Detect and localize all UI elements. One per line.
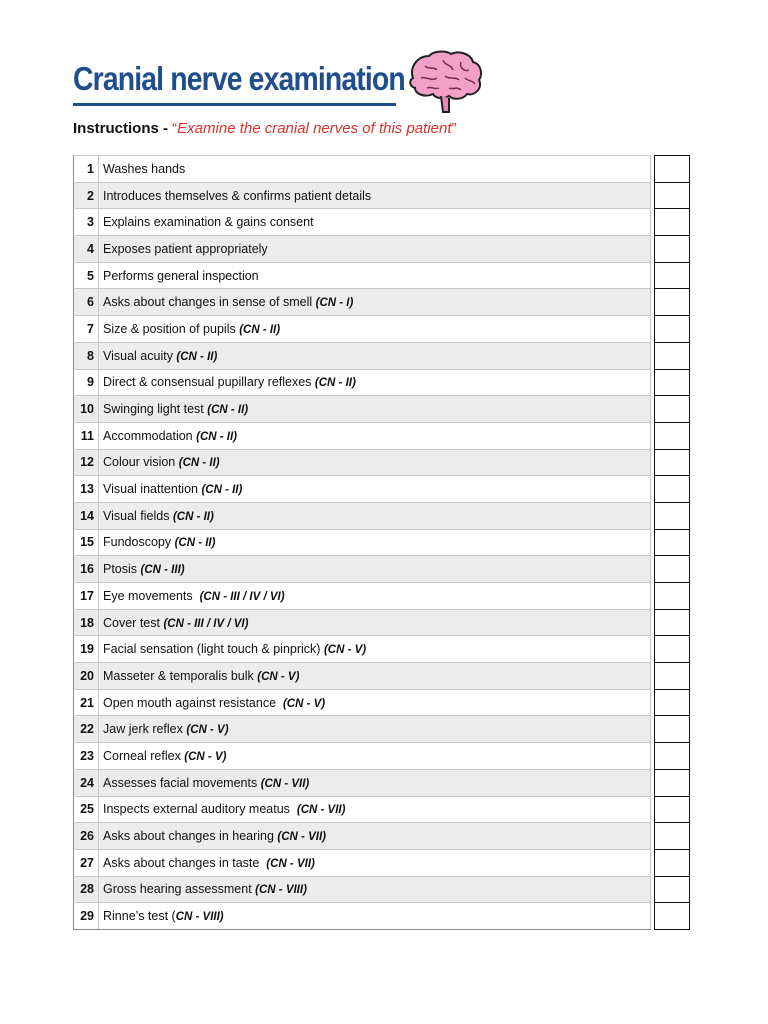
cranial-nerve-tag: (CN - I) xyxy=(315,297,354,310)
item-number: 1 xyxy=(74,156,99,183)
item-text: Jaw jerk reflex xyxy=(103,722,187,737)
item-number: 2 xyxy=(74,182,99,209)
item-text: Facial sensation (light touch & pinprick) xyxy=(103,642,324,657)
item-description xyxy=(99,716,651,743)
checkbox-cell[interactable] xyxy=(655,689,690,716)
brain-icon xyxy=(403,48,485,114)
checklist-row xyxy=(74,289,690,316)
checkbox-cell[interactable] xyxy=(655,609,690,636)
checklist-row xyxy=(74,502,690,529)
checkbox-cell[interactable] xyxy=(655,903,690,930)
checkbox-cell[interactable] xyxy=(655,796,690,823)
item-number: 17 xyxy=(74,583,99,610)
cranial-nerve-tag: (CN - V) xyxy=(184,750,227,763)
checklist-row xyxy=(74,663,690,690)
item-description xyxy=(99,609,651,636)
checkbox-cell[interactable] xyxy=(655,316,690,343)
item-number: 18 xyxy=(74,609,99,636)
cranial-nerve-tag: (CN - V) xyxy=(257,670,300,683)
item-text: Fundoscopy xyxy=(103,535,175,550)
item-number: 28 xyxy=(74,876,99,903)
cranial-nerve-tag: (CN - II) xyxy=(172,510,214,523)
checklist-row xyxy=(74,849,690,876)
checklist-row xyxy=(74,182,690,209)
item-text: Visual inattention xyxy=(103,482,202,497)
item-number: 9 xyxy=(74,369,99,396)
instructions-label: Instructions - xyxy=(73,120,173,137)
checklist-row xyxy=(74,529,690,556)
item-text: Size & position of pupils xyxy=(103,321,240,336)
checkbox-cell[interactable] xyxy=(655,476,690,503)
instructions-text: Examine the cranial nerves of this patient xyxy=(177,120,452,137)
cranial-nerve-tag: (CN - II) xyxy=(201,484,243,497)
item-text: Visual acuity xyxy=(103,348,177,363)
item-description xyxy=(99,529,651,556)
checkbox-cell[interactable] xyxy=(655,236,690,263)
checklist-row xyxy=(74,396,690,423)
checklist-row xyxy=(74,476,690,503)
item-text: Rinne’s test ( xyxy=(103,909,176,924)
item-number: 26 xyxy=(74,823,99,850)
cranial-nerve-tag: (CN - VII) xyxy=(296,804,346,817)
item-text: Masseter & temporalis bulk xyxy=(103,668,258,683)
item-number: 16 xyxy=(74,556,99,583)
item-text: Accommodation xyxy=(103,428,197,443)
item-text: Asks about changes in sense of smell xyxy=(103,295,316,310)
open-quote: “ xyxy=(172,120,178,137)
item-description xyxy=(99,422,651,449)
item-description xyxy=(99,876,651,903)
item-text: Open mouth against resistance xyxy=(103,695,283,710)
item-text: Exposes patient appropriately xyxy=(103,241,268,256)
title-underline xyxy=(73,103,396,106)
checklist-row xyxy=(74,262,690,289)
cranial-nerve-tag: (CN - VII) xyxy=(266,857,315,870)
cranial-nerve-tag: (CN - III / IV / VI) xyxy=(163,617,249,630)
checkbox-cell[interactable] xyxy=(655,743,690,770)
item-number: 20 xyxy=(74,663,99,690)
cranial-nerve-tag: (CN - II) xyxy=(314,377,356,390)
page-header xyxy=(73,48,693,110)
item-number: 6 xyxy=(74,289,99,316)
item-description xyxy=(99,342,651,369)
cranial-nerve-tag: (CN - II) xyxy=(239,323,281,336)
item-text: Colour vision xyxy=(103,455,179,470)
item-description xyxy=(99,743,651,770)
checklist-row xyxy=(74,903,690,930)
item-description xyxy=(99,583,651,610)
item-number: 21 xyxy=(74,689,99,716)
cranial-nerve-tag: (CN - VIII) xyxy=(255,884,307,897)
cranial-nerve-tag: (CN - III) xyxy=(140,564,185,577)
item-number: 15 xyxy=(74,529,99,556)
item-description xyxy=(99,502,651,529)
item-description xyxy=(99,262,651,289)
checkbox-cell[interactable] xyxy=(655,209,690,236)
checklist-row xyxy=(74,342,690,369)
checklist-row xyxy=(74,796,690,823)
checklist-row xyxy=(74,422,690,449)
checkbox-cell[interactable] xyxy=(655,502,690,529)
cranial-nerve-tag: (CN - VII) xyxy=(260,777,310,790)
page-title: Cranial nerve examination xyxy=(73,60,405,97)
item-text: Corneal reflex xyxy=(103,748,185,763)
item-description xyxy=(99,903,651,930)
checkbox-cell[interactable] xyxy=(655,636,690,663)
item-description xyxy=(99,289,651,316)
item-text: Introduces themselves & confirms patient details xyxy=(103,188,372,203)
checkbox-cell[interactable] xyxy=(655,396,690,423)
item-number: 3 xyxy=(74,209,99,236)
item-number: 24 xyxy=(74,769,99,796)
checklist-row xyxy=(74,769,690,796)
checkbox-cell[interactable] xyxy=(655,529,690,556)
checkbox-cell[interactable] xyxy=(655,422,690,449)
checkbox-cell[interactable] xyxy=(655,289,690,316)
checklist-row xyxy=(74,369,690,396)
item-description xyxy=(99,796,651,823)
item-description xyxy=(99,663,651,690)
item-number: 13 xyxy=(74,476,99,503)
item-number: 5 xyxy=(74,262,99,289)
checklist-row xyxy=(74,689,690,716)
checklist-row xyxy=(74,823,690,850)
checklist-row xyxy=(74,636,690,663)
item-text: Washes hands xyxy=(103,161,186,176)
checkbox-cell[interactable] xyxy=(655,769,690,796)
item-number: 29 xyxy=(74,903,99,930)
checkbox-cell[interactable] xyxy=(655,156,690,183)
checklist-table xyxy=(73,155,690,930)
item-description xyxy=(99,449,651,476)
item-description xyxy=(99,316,651,343)
item-text: Cover test xyxy=(103,615,164,630)
item-description xyxy=(99,236,651,263)
checklist-row xyxy=(74,583,690,610)
checkbox-cell[interactable] xyxy=(655,849,690,876)
item-description xyxy=(99,182,651,209)
item-number: 25 xyxy=(74,796,99,823)
instructions-line xyxy=(73,120,457,137)
cranial-nerve-tag: CN - VIII) xyxy=(175,911,224,924)
item-text: Gross hearing assessment xyxy=(103,882,256,897)
item-description xyxy=(99,769,651,796)
cranial-nerve-tag: (CN - II) xyxy=(207,404,249,417)
item-description xyxy=(99,556,651,583)
checkbox-cell[interactable] xyxy=(655,449,690,476)
item-number: 7 xyxy=(74,316,99,343)
checklist-row xyxy=(74,449,690,476)
item-number: 12 xyxy=(74,449,99,476)
item-number: 19 xyxy=(74,636,99,663)
item-text: Performs general inspection xyxy=(103,268,259,283)
item-description xyxy=(99,849,651,876)
cranial-nerve-tag: (CN - VII) xyxy=(277,831,326,844)
checklist-row xyxy=(74,716,690,743)
cranial-nerve-tag: (CN - II) xyxy=(178,457,220,470)
checkbox-cell[interactable] xyxy=(655,716,690,743)
item-description xyxy=(99,369,651,396)
cranial-nerve-tag: (CN - V) xyxy=(186,724,229,737)
item-description xyxy=(99,209,651,236)
checklist-row xyxy=(74,609,690,636)
close-quote: ” xyxy=(451,120,457,137)
checkbox-cell[interactable] xyxy=(655,369,690,396)
item-text: Visual fields xyxy=(103,508,173,523)
item-number: 8 xyxy=(74,342,99,369)
checklist-row xyxy=(74,156,690,183)
item-description xyxy=(99,823,651,850)
item-text: Ptosis xyxy=(103,562,141,577)
item-text: Asks about changes in hearing xyxy=(103,829,278,844)
item-text: Assesses facial movements xyxy=(103,775,261,790)
cranial-nerve-tag: (CN - II) xyxy=(176,350,218,363)
checkbox-cell[interactable] xyxy=(655,342,690,369)
item-number: 4 xyxy=(74,236,99,263)
item-description xyxy=(99,689,651,716)
item-description xyxy=(99,396,651,423)
item-text: Inspects external auditory meatus xyxy=(103,802,297,817)
item-number: 11 xyxy=(74,422,99,449)
checklist-body xyxy=(74,156,690,930)
checkbox-cell[interactable] xyxy=(655,182,690,209)
cranial-nerve-tag: (CN - V) xyxy=(323,644,367,657)
checkbox-cell[interactable] xyxy=(655,583,690,610)
cranial-nerve-tag: (CN - II) xyxy=(174,537,216,550)
item-number: 10 xyxy=(74,396,99,423)
item-description xyxy=(99,476,651,503)
checkbox-cell[interactable] xyxy=(655,262,690,289)
checklist-row xyxy=(74,743,690,770)
checkbox-cell[interactable] xyxy=(655,556,690,583)
item-description xyxy=(99,156,651,183)
item-number: 23 xyxy=(74,743,99,770)
item-text: Swinging light test xyxy=(103,402,208,417)
item-text: Explains examination & gains consent xyxy=(103,215,314,230)
item-number: 22 xyxy=(74,716,99,743)
checkbox-cell[interactable] xyxy=(655,663,690,690)
checklist-row xyxy=(74,236,690,263)
checklist-row xyxy=(74,556,690,583)
checklist-row xyxy=(74,316,690,343)
cranial-nerve-tag: (CN - V) xyxy=(282,697,326,710)
checkbox-cell[interactable] xyxy=(655,876,690,903)
item-text: Direct & consensual pupillary reflexes xyxy=(103,375,315,390)
item-text: Eye movements xyxy=(103,588,200,603)
cranial-nerve-tag: (CN - II) xyxy=(196,430,237,443)
checklist-row xyxy=(74,209,690,236)
item-number: 27 xyxy=(74,849,99,876)
item-text: Asks about changes in taste xyxy=(103,855,267,870)
item-description xyxy=(99,636,651,663)
checklist-row xyxy=(74,876,690,903)
item-number: 14 xyxy=(74,502,99,529)
checkbox-cell[interactable] xyxy=(655,823,690,850)
cranial-nerve-tag: (CN - III / IV / VI) xyxy=(199,590,285,603)
